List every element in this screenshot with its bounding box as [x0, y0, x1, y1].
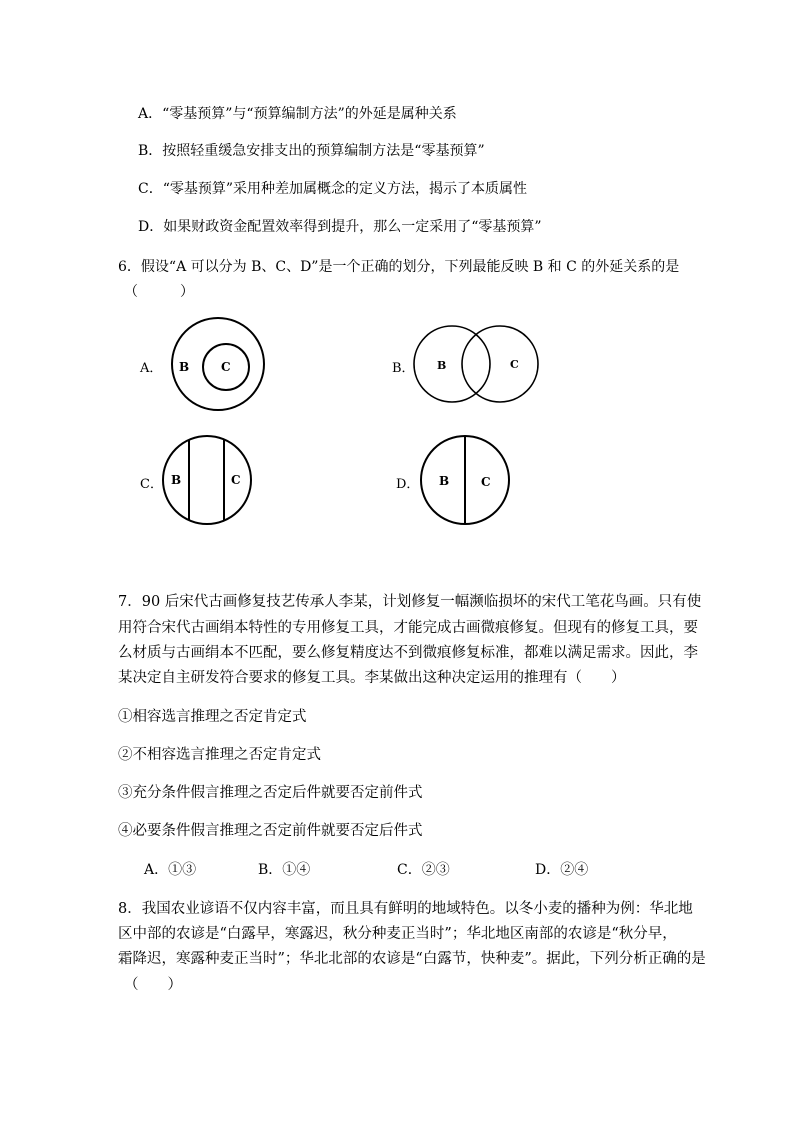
q6-diagram-a-label: A． [140, 361, 163, 376]
q5-option-c: C．“零基预算”采用种差加属概念的定义方法，揭示了本质属性 [138, 181, 528, 197]
q5-option-a: A．“零基预算”与“预算编制方法”的外延是属种关系 [138, 106, 457, 122]
q7-item-4: ④必要条件假言推理之否定前件就要否定后件式 [118, 823, 423, 839]
q5-option-b: B．按照轻重缓急安排支出的预算编制方法是“零基预算” [138, 143, 485, 159]
q6-diagram-a-b: B [179, 360, 190, 374]
q6-diagram-c-c: C [231, 473, 241, 487]
q6-diagram-d-c: C [481, 475, 491, 489]
q8-line-1: 8．我国农业谚语不仅内容丰富，而且具有鲜明的地域特色。以冬小麦的播种为例：华北地 [118, 901, 693, 917]
q6-diagram-d-b: B [439, 474, 450, 488]
q6-diagram-b [412, 320, 562, 410]
q7-answer-b: B．①④ [258, 862, 311, 878]
q6-diagram-c [160, 432, 270, 532]
q6-diagram-d [418, 434, 518, 530]
q5-option-d: D．如果财政资金配置效率得到提升，那么一定采用了“零基预算” [138, 219, 542, 235]
q7-line-1: 7．90 后宋代古画修复技艺传承人李某，计划修复一幅濒临损坏的宋代工笔花鸟画。只有使 [118, 594, 702, 610]
q6-stem: 6．假设“A 可以分为 B、C、D”是一个正确的划分，下列最能反映 B 和 C 的外延关系的是 [118, 259, 680, 275]
q8-line-4: （ ） [124, 977, 182, 993]
q6-diagram-b-c: C [510, 358, 519, 371]
q6-diagram-c-label: C． [140, 477, 163, 492]
q7-answer-a: A．①③ [144, 862, 197, 878]
q8-line-2: 区中部的农谚是“白露早，寒露迟，秋分种麦正当时”；华北地区南部的农谚是“秋分早， [118, 926, 677, 942]
q7-line-2: 用符合宋代古画绢本特性的专用修复工具，才能完成古画微痕修复。但现有的修复工具，要 [118, 620, 698, 636]
q7-item-3: ③充分条件假言推理之否定后件就要否定前件式 [118, 785, 423, 801]
q6-diagram-c-b: B [171, 473, 182, 487]
q7-line-3: 么材质与古画绢本不匹配，要么修复精度达不到微痕修复标准，都难以满足需求。因此，李 [118, 645, 698, 661]
q7-answer-d: D．②④ [535, 862, 589, 878]
q6-diagram-a-c: C [221, 360, 231, 374]
q7-line-4: 某决定自主研发符合要求的修复工具。李某做出这种决定运用的推理有（ ） [118, 670, 626, 686]
q6-diagram-a [160, 314, 280, 414]
q6-stem-blank: （ ） [124, 284, 194, 300]
q6-diagram-d-label: D． [396, 477, 420, 492]
q7-item-2: ②不相容选言推理之否定肯定式 [118, 747, 321, 763]
q7-item-1: ①相容选言推理之否定肯定式 [118, 709, 307, 725]
q6-diagram-b-b: B [437, 359, 447, 372]
q6-diagram-b-label: B． [392, 361, 415, 376]
q8-line-3: 霜降迟，寒露种麦正当时”；华北北部的农谚是“白露节，快种麦”。据此，下列分析正确的是 [118, 951, 706, 967]
q7-answer-c: C．②③ [397, 862, 450, 878]
